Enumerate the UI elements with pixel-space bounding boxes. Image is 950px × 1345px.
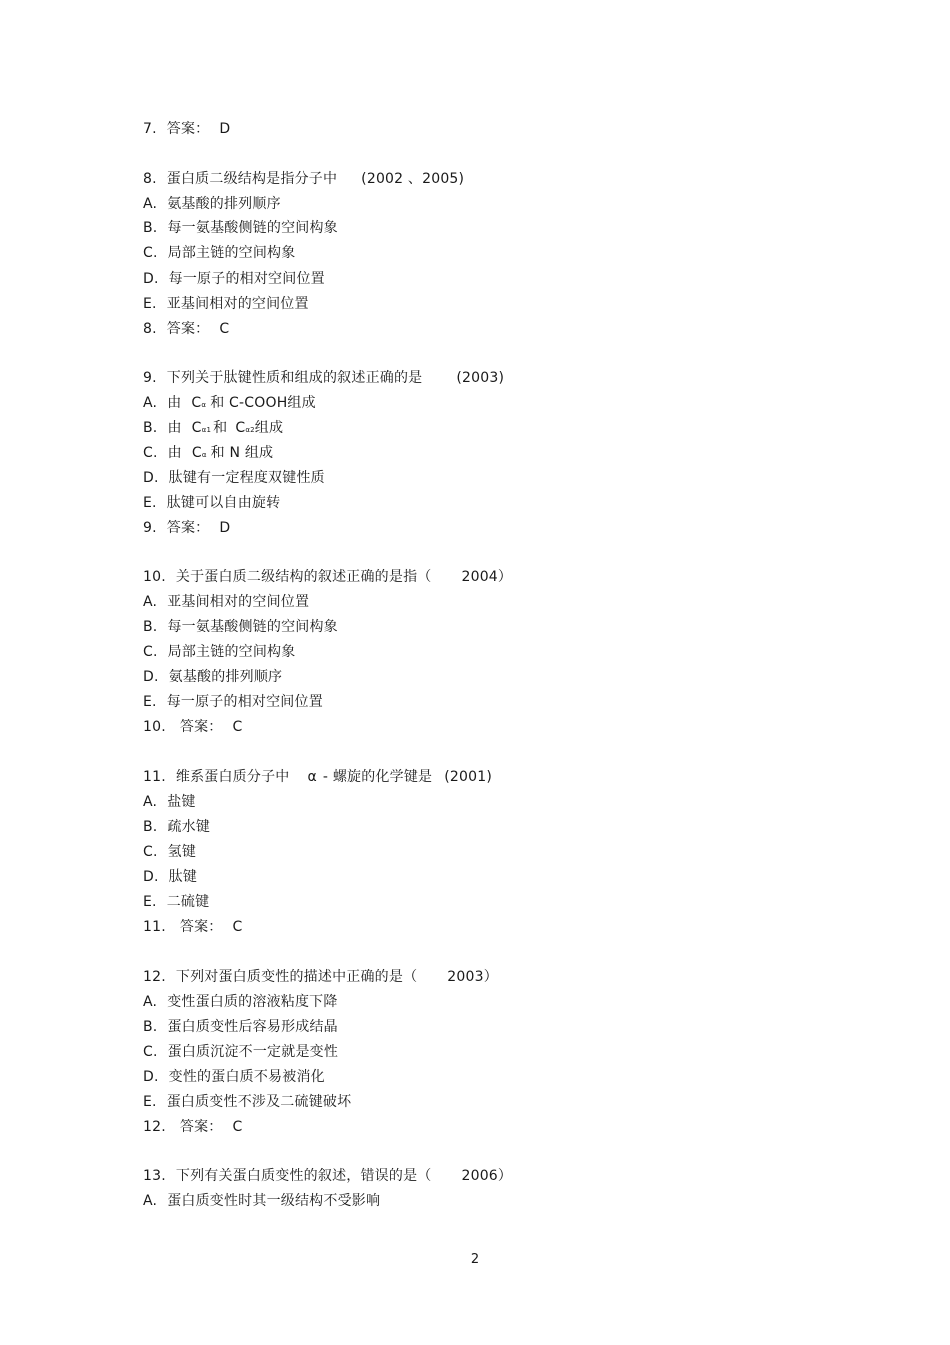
subscript: α <box>201 451 207 459</box>
subscript: α1 <box>201 426 212 434</box>
option-line: C. 蛋白质沉淀不一定就是变性 <box>143 1044 339 1060</box>
page-number: 2 <box>470 1252 480 1267</box>
answer-line: 11. 答案： C <box>143 919 243 935</box>
option-line: E. 蛋白质变性不涉及二硫键破坏 <box>143 1094 352 1110</box>
answer-line: 10. 答案： C <box>143 719 243 735</box>
option-line: B. 每一氨基酸侧链的空间构象 <box>143 619 338 635</box>
option-line: D. 变性的蛋白质不易被消化 <box>143 1069 325 1085</box>
option-line: D. 肽键有一定程度双键性质 <box>143 470 325 486</box>
question-line: 8. 蛋白质二级结构是指分子中 (2002 、2005) <box>143 171 465 187</box>
question-line: 10. 关于蛋白质二级结构的叙述正确的是指（ 2004） <box>143 569 513 585</box>
option-line: E. 亚基间相对的空间位置 <box>143 296 309 312</box>
option-line: E. 每一原子的相对空间位置 <box>143 694 323 710</box>
option-line: C. 局部主链的空间构象 <box>143 644 296 660</box>
option-line: A. 氨基酸的排列顺序 <box>143 196 281 212</box>
option-line: D. 肽键 <box>143 869 198 885</box>
option-line: B. 每一氨基酸侧链的空间构象 <box>143 220 338 236</box>
answer-line: 7. 答案： D <box>143 121 231 137</box>
question-line: 13. 下列有关蛋白质变性的叙述，错误的是（ 2006） <box>143 1168 513 1184</box>
question-line: 11. 维系蛋白质分子中 α - 螺旋的化学键是 (2001) <box>143 769 492 785</box>
option-line: C. 氢键 <box>143 844 197 860</box>
question-line: 9. 下列关于肽键性质和组成的叙述正确的是 (2003) <box>143 370 505 386</box>
option-line: A. 由 Cα 和 C-COOH组成 <box>143 395 316 411</box>
question-line: 12. 下列对蛋白质变性的描述中正确的是（ 2003） <box>143 969 498 985</box>
option-line: A. 变性蛋白质的溶液粘度下降 <box>143 994 338 1010</box>
option-line: D. 每一原子的相对空间位置 <box>143 271 325 287</box>
subscript: α <box>201 401 207 409</box>
option-line: B. 蛋白质变性后容易形成结晶 <box>143 1019 338 1035</box>
option-line: B. 疏水键 <box>143 819 211 835</box>
option-line: E. 二硫键 <box>143 894 210 910</box>
answer-line: 12. 答案： C <box>143 1119 243 1135</box>
subscript: α2 <box>245 426 255 434</box>
option-line: E. 肽键可以自由旋转 <box>143 495 281 511</box>
option-line: B. 由 Cα1 和 Cα2组成 <box>143 420 284 436</box>
option-line: A. 盐键 <box>143 794 196 810</box>
option-line: C. 由 Cα 和 N 组成 <box>143 445 274 461</box>
answer-line: 9. 答案： D <box>143 520 231 536</box>
option-line: D. 氨基酸的排列顺序 <box>143 669 283 685</box>
option-line: C. 局部主链的空间构象 <box>143 245 296 261</box>
answer-line: 8. 答案： C <box>143 321 230 337</box>
option-line: A. 亚基间相对的空间位置 <box>143 594 310 610</box>
option-line: A. 蛋白质变性时其一级结构不受影响 <box>143 1193 381 1209</box>
